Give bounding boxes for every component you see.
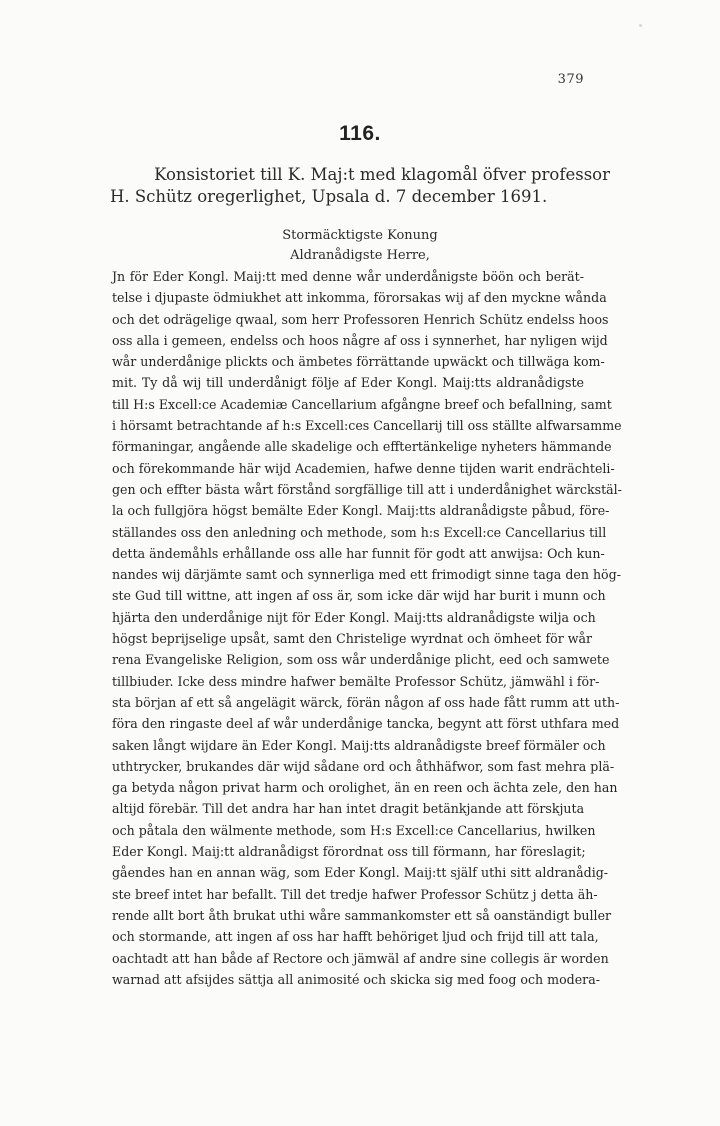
body-line: Eder Kongl. Maij:tt aldranådigst förordnat oss till förmann, har föreslagit;: [112, 844, 586, 860]
body-line: förmaningar, angående alle skadelige och efftertänkelige nyheters hämmande: [112, 439, 612, 455]
body-line: mit. Ty då wij till underdånigt följe af Eder Kongl. Maij:tts aldranådigste: [112, 375, 584, 391]
body-line: ste Gud till wittne, att ingen af oss är, som icke där wijd har burit i munn och: [112, 588, 606, 604]
body-line: och förekommande här wijd Academien, hafwe denne tijden warit endrächteli-: [112, 460, 615, 476]
paper-speck: [639, 24, 642, 27]
body-line: la och fullgjöra högst bemälte Eder Kongl. Maij:tts aldranådigste påbud, före-: [112, 503, 610, 519]
body-line: ställandes oss den anledning och methode, som h:s Excell:ce Cancellarius till: [112, 524, 607, 540]
body-line: högst beprijselige upsåt, samt den Christelige wyrdnat och ömheet för wår: [112, 631, 593, 647]
body-line: nandes wij därjämte samt och synnerliga med ett frimodigt sinne taga den hög-: [112, 567, 621, 583]
document-number: 116.: [339, 122, 381, 145]
body-line: ga betyda någon privat harm och orolighet, än en reen och ächta zele, den han: [112, 780, 618, 796]
body-line: detta ändemåhls erhållande oss alle har funnit för godt att anwijsa: Och kun-: [112, 545, 605, 561]
body-line: rena Evangeliske Religion, som oss wår underdånige plicht, eed och samwete: [112, 652, 610, 668]
body-line: saken långt wijdare än Eder Kongl. Maij:tts aldranådigste breef förmäler och: [112, 737, 606, 753]
body-line: gåendes han en annan wäg, som Eder Kongl. Maij:tt själf uthi sitt aldranådig-: [112, 865, 609, 881]
body-line: wår underdånige plickts och ämbetes förrättande upwäckt och tillwäga kom-: [112, 354, 605, 370]
body-line: uthtrycker, brukandes där wijd sådane ord och åthhäfwor, som fast mehra plä-: [112, 758, 615, 774]
body-line: gen och effter bästa wårt förstånd sorgfällige till att i underdånighet wärckstäl-: [112, 481, 622, 497]
body-line: oachtadt att han både af Rectore och jämwäl af andre sine collegis är worden: [112, 950, 609, 966]
body-line: och det odrägelige qwaal, som herr Professoren Henrich Schütz endelss hoos: [112, 311, 609, 327]
title-line-1: Konsistoriet till K. Maj:t med klagomål öfver professor: [154, 165, 610, 184]
body-line: till H:s Excell:ce Academiæ Cancellarium afgångne breef och befallning, samt: [112, 396, 612, 412]
body-line: och stormande, att ingen af oss har hafft behöriget ljud och frijd till att tala,: [112, 929, 599, 945]
page-number: 379: [557, 72, 584, 87]
body-line: telse i djupaste ödmiukhet att inkomma, förorsakas wij af den myckne wånda: [112, 290, 607, 306]
body-line: altijd förebär. Till det andra har han intet dragit betänkjande att förskjuta: [112, 801, 585, 817]
body-line: rende allt bort åth brukat uthi wåre sammankomster ett så oanständigt buller: [112, 907, 612, 923]
body-line: sta början af ett så angelägit wärck, förän någon af oss hade fått rumm att uth-: [112, 694, 620, 710]
salutation-line-2: Aldranådigste Herre,: [290, 248, 430, 263]
document-title: [110, 164, 610, 208]
body-line: hjärta den underdånige nijt för Eder Kongl. Maij:tts aldranådigste wilja och: [112, 609, 596, 625]
salutation-line-1: Stormäcktigste Konung: [282, 228, 438, 243]
body-line: ste breef intet har befallt. Till det tredje hafwer Professor Schütz j detta äh-: [112, 886, 598, 902]
title-line-2: H. Schütz oregerlighet, Upsala d. 7 december 1691.: [110, 187, 548, 206]
body-text: [112, 266, 622, 990]
body-line: och påtala den wälmente methode, som H:s Excell:ce Cancellarius, hwilken: [112, 822, 596, 838]
body-line: Jn för Eder Kongl. Maij:tt med denne wår underdånigste böön och berät-: [112, 269, 584, 284]
body-line: tillbiuder. Icke dess mindre hafwer bemälte Professor Schütz, jämwähl i för-: [112, 673, 600, 689]
body-line: warnad att afsijdes sättja all animosité och skicka sig med foog och modera-: [112, 971, 600, 987]
body-line: föra den ringaste deel af wår underdånige tancka, begynt att först uthfara med: [112, 716, 620, 732]
body-line: i hörsamt betrachtande af h:s Excell:ces Cancellarij till oss ställte alfwarsamme: [112, 418, 622, 434]
body-line: oss alla i gemeen, endelss och hoos någre af oss i synnerhet, har nyligen wijd: [112, 332, 608, 348]
